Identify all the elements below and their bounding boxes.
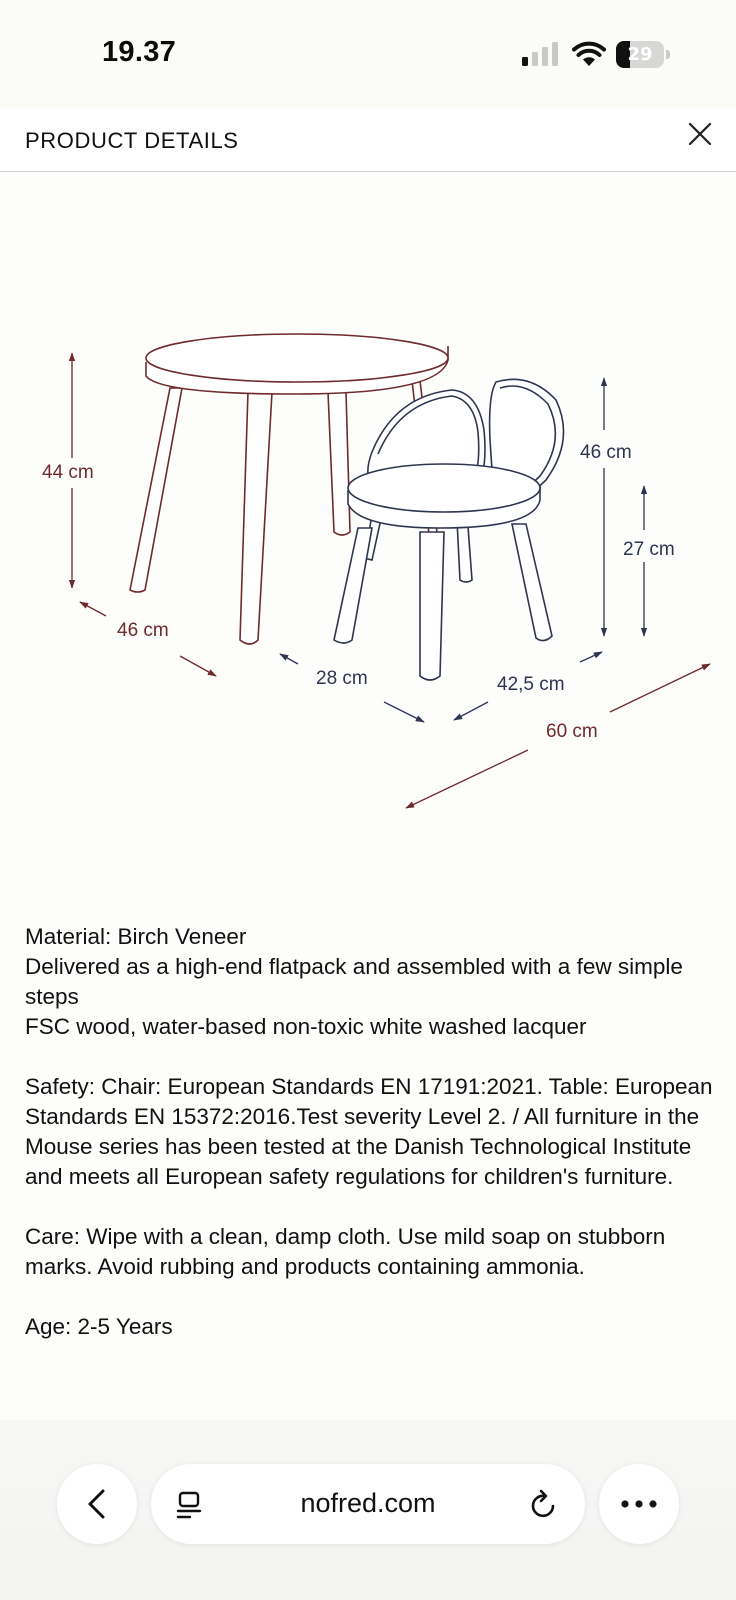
spacer bbox=[25, 1282, 715, 1312]
detail-age: Age: 2-5 Years bbox=[25, 1314, 173, 1339]
wifi-icon bbox=[572, 40, 606, 66]
close-button[interactable] bbox=[682, 116, 718, 152]
table-width-arrow-right bbox=[610, 664, 710, 712]
spacer bbox=[25, 1192, 715, 1222]
label-table-height: 44 cm bbox=[42, 462, 94, 483]
table-depth-arrow-left bbox=[80, 602, 106, 616]
chair-seat bbox=[348, 464, 540, 512]
detail-care: Care: Wipe with a clean, damp cloth. Use mild soap on stubborn marks. Avoid rubbing and products containing ammonia. bbox=[25, 1224, 666, 1279]
table-leg-right bbox=[328, 392, 350, 535]
table-leg-left bbox=[130, 388, 182, 592]
label-chair-seat-height: 27 cm bbox=[623, 539, 675, 560]
spacer bbox=[25, 1042, 715, 1072]
back-button[interactable] bbox=[57, 1464, 137, 1544]
label-chair-depth: 28 cm bbox=[316, 668, 368, 689]
label-chair-height: 46 cm bbox=[580, 442, 632, 463]
detail-fsc: FSC wood, water-based non-toxic white washed lacquer bbox=[25, 1014, 587, 1039]
chevron-left-icon bbox=[83, 1488, 111, 1520]
detail-flatpack: Delivered as a high-end flatpack and assembled with a few simple steps bbox=[25, 954, 683, 1009]
more-button[interactable] bbox=[599, 1464, 679, 1544]
chair-width-arrow-left bbox=[454, 702, 488, 720]
chair-leg-front-left bbox=[334, 528, 372, 643]
cellular-signal-icon bbox=[522, 42, 558, 66]
table-width-arrow-left bbox=[406, 750, 528, 808]
close-icon bbox=[682, 116, 718, 152]
reload-icon[interactable] bbox=[529, 1488, 559, 1520]
product-details-header bbox=[0, 108, 736, 172]
address-bar[interactable] bbox=[151, 1464, 585, 1544]
url-text[interactable]: nofred.com bbox=[300, 1488, 436, 1518]
battery-body bbox=[616, 41, 664, 68]
battery-icon bbox=[616, 41, 670, 68]
table-depth-arrow-right bbox=[180, 656, 216, 676]
chair-drawing bbox=[334, 379, 564, 680]
label-chair-width: 42,5 cm bbox=[497, 674, 565, 695]
chair-leg-front-right bbox=[512, 524, 552, 641]
detail-material: Material: Birch Veneer bbox=[25, 924, 247, 949]
table-top bbox=[146, 334, 448, 382]
furniture-drawing bbox=[0, 172, 736, 892]
label-table-depth: 46 cm bbox=[117, 620, 169, 641]
chair-leg-front-mid bbox=[420, 532, 444, 680]
status-time: 19.37 bbox=[102, 36, 177, 68]
chair-depth-arrow-right bbox=[384, 702, 424, 722]
page-title: PRODUCT DETAILS bbox=[25, 128, 239, 153]
battery-nub bbox=[666, 50, 670, 59]
dimension-diagram bbox=[0, 172, 736, 892]
more-icon bbox=[619, 1498, 659, 1510]
product-details-text bbox=[25, 922, 715, 1342]
status-bar bbox=[0, 0, 736, 108]
detail-safety: Safety: Chair: European Standards EN 17191:2021. Table: European Standards EN 15372:2016.Test severity Level 2. / All furniture in the Mouse series has been tested at the Danish Technological Institute and meets all European safety regulations for children's furniture. bbox=[25, 1074, 713, 1189]
chair-depth-arrow-left bbox=[280, 654, 298, 664]
table-leg-front bbox=[240, 392, 272, 644]
label-table-width: 60 cm bbox=[546, 721, 598, 742]
battery-level: 29 bbox=[627, 44, 653, 65]
chair-width-arrow-right bbox=[580, 652, 602, 662]
